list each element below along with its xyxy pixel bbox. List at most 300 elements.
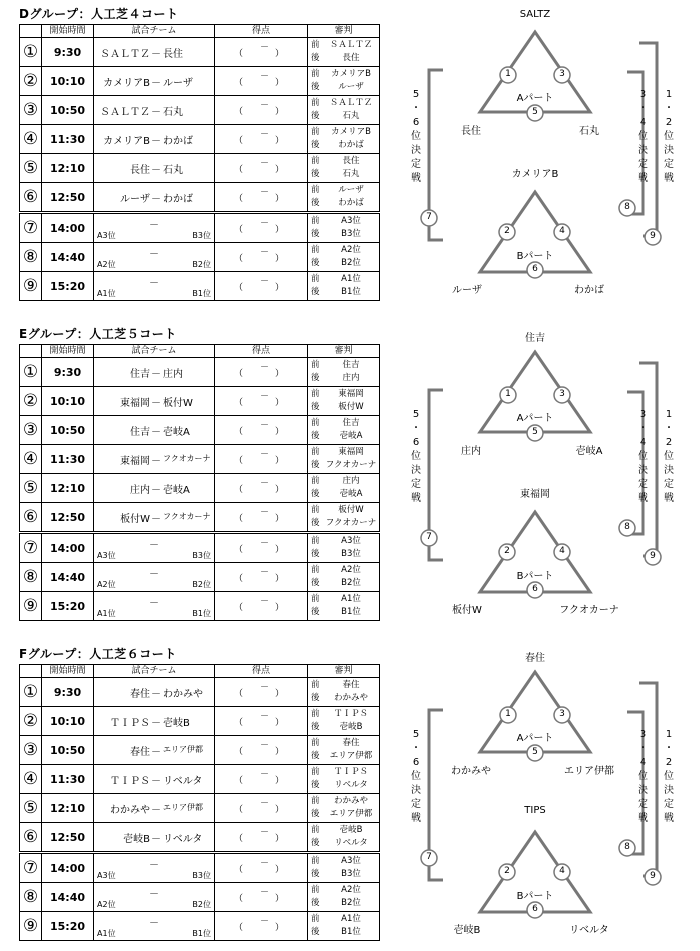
score-open: （ (234, 165, 244, 175)
team-b: エリア伊都 (163, 745, 203, 754)
team-a: ＴＩＰＳ (110, 718, 150, 729)
referee-second-half (311, 868, 377, 881)
header-row (20, 25, 380, 38)
referee-team: A1位 (341, 274, 361, 284)
score-open: （ (234, 923, 244, 933)
referee-half-label: 後 (311, 898, 320, 908)
score-dash: － (260, 248, 270, 258)
referee-cell (308, 883, 380, 912)
referee-first-half (311, 913, 377, 926)
team-b: フクオカーナ (163, 512, 211, 521)
score-dash: － (260, 159, 270, 169)
match-number: ④ (20, 765, 42, 794)
referee-half-label: 前 (311, 767, 320, 777)
referee-team: 壱岐A (339, 431, 363, 441)
referee-team: 長住 (342, 156, 360, 166)
match-teams (94, 912, 215, 941)
referee-cell (308, 96, 380, 125)
vs-dash: － (151, 514, 161, 525)
match-row (20, 736, 380, 765)
match-row (20, 154, 380, 183)
referee-half-label: 後 (311, 809, 320, 819)
start-time: 12:50 (42, 503, 94, 533)
score-open: （ (234, 107, 244, 117)
referee-half-label: 後 (311, 229, 320, 239)
start-time: 11:30 (42, 765, 94, 794)
team-left-b: 壱岐B (453, 925, 481, 936)
referee-half-label: 前 (311, 476, 320, 486)
referee-half-label: 前 (311, 565, 320, 575)
group-title: Eグループ：人工芝５コート (19, 327, 177, 341)
bracket-char: 定 (411, 159, 421, 170)
referee-team: B1位 (341, 287, 361, 297)
match-circle-number: 5 (532, 747, 538, 757)
start-time: 9:30 (42, 678, 94, 707)
score-cell (215, 912, 308, 941)
score-close: ） (274, 718, 284, 728)
vs-dash: － (151, 689, 161, 700)
match-teams (94, 125, 215, 154)
match-circle-number: 4 (559, 866, 565, 876)
bracket-char: 決 (411, 465, 421, 476)
header-blank (20, 25, 42, 38)
referee-team: B1位 (341, 927, 361, 937)
match-row (20, 707, 380, 736)
score-close: ） (274, 194, 284, 204)
team-top-b: カメリアB (511, 169, 559, 180)
team-a: A2位 (97, 260, 116, 269)
team-a: 春住 (130, 689, 150, 700)
bracket-char: 決 (411, 145, 421, 156)
match-row (20, 96, 380, 125)
referee-half-label: 後 (311, 169, 320, 179)
referee-half-label: 後 (311, 287, 320, 297)
referee-second-half (311, 430, 377, 443)
referee-half-label: 後 (311, 258, 320, 268)
referee-half-label: 後 (311, 402, 320, 412)
match-number: ② (20, 387, 42, 416)
bracket-char: 3 (639, 89, 647, 100)
bracket-char: ・ (638, 423, 648, 434)
label-1-2-place (663, 88, 675, 186)
referee-half-label: 前 (311, 69, 320, 79)
team-a: ＳＡＬＴＺ (100, 49, 150, 60)
referee-cell (308, 707, 380, 736)
match-number: ③ (20, 736, 42, 765)
label-5-6-place (410, 88, 422, 186)
bracket-diagram (395, 0, 695, 300)
vs-dash: － (149, 540, 159, 551)
bracket-char: 6 (412, 117, 420, 128)
bracket-char: 位 (638, 131, 648, 142)
part-a-label: Aパート (516, 413, 554, 424)
referee-half-label: 後 (311, 751, 320, 761)
score-close: ） (274, 456, 284, 466)
team-a: カメリアB (103, 136, 150, 147)
referee-team: 東福岡 (338, 389, 364, 399)
bracket-char: 戦 (664, 173, 674, 184)
team-a: A2位 (97, 580, 116, 589)
start-time: 10:50 (42, 96, 94, 125)
vs-dash: － (149, 918, 159, 929)
match-row (20, 794, 380, 823)
score-close: ） (274, 923, 284, 933)
part-b-label: Bパート (516, 891, 554, 902)
vs-dash: － (151, 194, 161, 205)
score-close: ） (274, 254, 284, 264)
referee-team: 壱岐B (339, 722, 363, 732)
referee-team: B2位 (341, 258, 361, 268)
match-circle-number: 7 (426, 532, 432, 542)
referee-half-label: 前 (311, 856, 320, 866)
referee-second-half (311, 517, 377, 530)
team-b: リベルタ (163, 834, 203, 845)
bracket-char: 3 (639, 729, 647, 740)
match-number: ⑥ (20, 183, 42, 213)
team-a: わかみや (110, 805, 150, 816)
start-time: 12:10 (42, 794, 94, 823)
match-teams (94, 38, 215, 67)
team-b: B1位 (192, 929, 211, 938)
score-open: （ (234, 398, 244, 408)
referee-half-label: 後 (311, 140, 320, 150)
team-right-b: わかば (574, 285, 604, 296)
referee-first-half (311, 126, 377, 139)
referee-second-half (311, 110, 377, 123)
team-a: A2位 (97, 900, 116, 909)
score-close: ） (274, 603, 284, 613)
score-dash: － (260, 421, 270, 431)
match-row (20, 503, 380, 533)
match-circle-number: 5 (532, 427, 538, 437)
score-close: ） (274, 865, 284, 875)
match-row (20, 853, 380, 883)
vs-dash: － (151, 136, 161, 147)
start-time: 14:40 (42, 563, 94, 592)
bracket-char: 5 (412, 729, 420, 740)
team-a: 東福岡 (120, 398, 150, 409)
bracket-char: ・ (664, 103, 674, 114)
referee-second-half (311, 197, 377, 210)
score-dash: － (260, 917, 270, 927)
team-b: 板付W (163, 398, 193, 409)
bracket-char: 定 (664, 479, 674, 490)
vs-dash: － (151, 776, 161, 787)
match-teams (94, 883, 215, 912)
score-dash: － (260, 508, 270, 518)
team-b: リベルタ (163, 776, 203, 787)
referee-half-label: 前 (311, 127, 320, 137)
team-a: A1位 (97, 929, 116, 938)
vs-dash: － (149, 220, 159, 231)
referee-first-half (311, 273, 377, 286)
referee-second-half (311, 286, 377, 299)
score-close: ） (274, 283, 284, 293)
referee-second-half (311, 372, 377, 385)
referee-team: 板付W (338, 505, 364, 515)
score-open: （ (234, 49, 244, 59)
score-cell (215, 503, 308, 533)
bracket-char: 戦 (664, 493, 674, 504)
referee-team: ＴＩＰＳ (333, 767, 368, 777)
bracket-char: 戦 (664, 813, 674, 824)
team-b: B3位 (192, 871, 211, 880)
match-number: ④ (20, 125, 42, 154)
referee-half-label: 前 (311, 156, 320, 166)
match-row (20, 416, 380, 445)
bracket-char: ・ (664, 423, 674, 434)
referee-cell (308, 823, 380, 853)
team-b: フクオカーナ (163, 454, 211, 463)
team-top-b: TIPS (524, 805, 546, 816)
bracket-char: 位 (664, 771, 674, 782)
team-b: 壱岐B (163, 718, 190, 729)
score-close: ） (274, 894, 284, 904)
referee-cell (308, 213, 380, 243)
referee-team: 壱岐A (339, 489, 363, 499)
referee-half-label: 後 (311, 780, 320, 790)
score-open: （ (234, 369, 244, 379)
score-cell (215, 474, 308, 503)
vs-dash: － (151, 456, 161, 467)
bracket-char: 定 (664, 159, 674, 170)
score-dash: － (260, 888, 270, 898)
column-header: 審判 (308, 345, 380, 358)
referee-half-label: 後 (311, 53, 320, 63)
score-open: （ (234, 747, 244, 757)
referee-team: 壱岐B (339, 825, 363, 835)
referee-team: リベルタ (334, 838, 368, 848)
match-teams (94, 592, 215, 621)
referee-second-half (311, 488, 377, 501)
score-cell (215, 765, 308, 794)
vs-dash: － (151, 485, 161, 496)
referee-first-half (311, 504, 377, 517)
score-close: ） (274, 49, 284, 59)
team-b: 壱岐A (163, 427, 190, 438)
referee-half-label: 後 (311, 82, 320, 92)
score-dash: － (260, 43, 270, 53)
match-circle-number: 6 (532, 904, 538, 914)
referee-half-label: 前 (311, 98, 320, 108)
referee-half-label: 後 (311, 693, 320, 703)
label-3-4-place (637, 728, 649, 826)
column-header: 試合チーム (94, 25, 215, 38)
referee-cell (308, 125, 380, 154)
label-1-2-place (663, 408, 675, 506)
referee-second-half (311, 401, 377, 414)
referee-first-half (311, 475, 377, 488)
referee-second-half (311, 139, 377, 152)
referee-team: 住吉 (342, 360, 360, 370)
referee-half-label: 前 (311, 536, 320, 546)
referee-first-half (311, 884, 377, 897)
score-open: （ (234, 574, 244, 584)
team-a: 住吉 (130, 427, 150, 438)
referee-half-label: 前 (311, 594, 320, 604)
referee-team: A1位 (341, 594, 361, 604)
score-cell (215, 853, 308, 883)
match-circle-number: 8 (624, 842, 630, 852)
team-a: 長住 (130, 165, 150, 176)
match-row (20, 592, 380, 621)
match-teams (94, 823, 215, 853)
bracket-char: 決 (638, 465, 648, 476)
team-a: 東福岡 (120, 456, 150, 467)
score-dash: － (260, 741, 270, 751)
match-teams (94, 154, 215, 183)
match-teams (94, 213, 215, 243)
bracket-char: 位 (638, 451, 648, 462)
team-top-b: 東福岡 (520, 489, 550, 500)
part-b-label: Bパート (516, 251, 554, 262)
schedule-table (19, 664, 380, 941)
referee-team: 春住 (342, 738, 360, 748)
team-b: B3位 (192, 231, 211, 240)
referee-cell (308, 592, 380, 621)
referee-cell (308, 678, 380, 707)
referee-half-label: 後 (311, 578, 320, 588)
start-time: 10:50 (42, 416, 94, 445)
team-b: B1位 (192, 609, 211, 618)
referee-team: A3位 (341, 536, 361, 546)
referee-team: B3位 (341, 869, 361, 879)
match-teams (94, 678, 215, 707)
score-dash: － (260, 539, 270, 549)
score-dash: － (260, 392, 270, 402)
referee-half-label: 前 (311, 245, 320, 255)
match-row (20, 883, 380, 912)
score-close: ） (274, 427, 284, 437)
match-number: ② (20, 67, 42, 96)
match-number: ⑨ (20, 592, 42, 621)
team-a: 春住 (130, 747, 150, 758)
referee-first-half (311, 593, 377, 606)
score-dash: － (260, 479, 270, 489)
referee-cell (308, 853, 380, 883)
bracket-char: 1 (665, 89, 673, 100)
bracket-char: 位 (411, 771, 421, 782)
referee-first-half (311, 824, 377, 837)
referee-half-label: 前 (311, 418, 320, 428)
score-close: ） (274, 369, 284, 379)
team-right-b: リベルタ (569, 925, 609, 936)
bracket-char: 4 (639, 757, 647, 768)
referee-team: A3位 (341, 856, 361, 866)
vs-dash: － (149, 278, 159, 289)
group-title: Dグループ：人工芝４コート (19, 7, 179, 21)
start-time: 14:00 (42, 533, 94, 563)
score-cell (215, 213, 308, 243)
referee-cell (308, 765, 380, 794)
score-dash: － (260, 712, 270, 722)
score-cell (215, 823, 308, 853)
start-time: 14:00 (42, 213, 94, 243)
referee-first-half (311, 39, 377, 52)
match-number: ⑧ (20, 563, 42, 592)
bracket-char: 決 (638, 785, 648, 796)
bracket-char: ・ (638, 103, 648, 114)
match-circle-number: 9 (650, 551, 656, 561)
referee-half-label: 前 (311, 505, 320, 515)
referee-team: A2位 (341, 885, 361, 895)
match-number: ⑦ (20, 213, 42, 243)
bracket-char: 5 (412, 409, 420, 420)
score-cell (215, 243, 308, 272)
match-number: ④ (20, 445, 42, 474)
label-1-2-place (663, 728, 675, 826)
vs-dash: － (151, 49, 161, 60)
match-teams (94, 503, 215, 533)
match-circle-number: 1 (505, 69, 511, 79)
referee-half-label: 後 (311, 431, 320, 441)
score-dash: － (260, 101, 270, 111)
match-number: ⑧ (20, 243, 42, 272)
referee-team: カメリアB (331, 127, 371, 137)
team-left-a: 庄内 (461, 446, 481, 457)
bracket-char: ・ (411, 103, 421, 114)
team-a: 壱岐B (123, 834, 150, 845)
score-open: （ (234, 514, 244, 524)
score-open: （ (234, 894, 244, 904)
referee-cell (308, 912, 380, 941)
referee-team: B1位 (341, 607, 361, 617)
header-blank (20, 665, 42, 678)
referee-team: わかみや (333, 796, 368, 806)
schedule-table (19, 24, 380, 301)
score-close: ） (274, 78, 284, 88)
match-row (20, 823, 380, 853)
referee-team: わかみや (333, 693, 368, 703)
referee-team: B3位 (341, 549, 361, 559)
label-3-4-place (637, 408, 649, 506)
bracket-char: 6 (412, 757, 420, 768)
part-a-label: Aパート (516, 93, 554, 104)
column-header: 審判 (308, 665, 380, 678)
team-left-b: ルーザ (452, 285, 482, 296)
score-cell (215, 794, 308, 823)
start-time: 12:10 (42, 154, 94, 183)
match-row (20, 243, 380, 272)
vs-dash: － (149, 889, 159, 900)
team-a: ＳＡＬＴＺ (100, 107, 150, 118)
match-teams (94, 416, 215, 445)
bracket-char: 戦 (638, 493, 648, 504)
match-circle-number: 9 (650, 871, 656, 881)
start-time: 15:20 (42, 592, 94, 621)
referee-cell (308, 183, 380, 213)
referee-half-label: 後 (311, 927, 320, 937)
referee-second-half (311, 52, 377, 65)
match-number: ③ (20, 96, 42, 125)
start-time: 10:10 (42, 387, 94, 416)
referee-second-half (311, 228, 377, 241)
referee-second-half (311, 577, 377, 590)
match-row (20, 387, 380, 416)
team-a: A3位 (97, 551, 116, 560)
match-number: ① (20, 38, 42, 67)
team-top-a: 住吉 (525, 333, 545, 344)
score-cell (215, 678, 308, 707)
referee-team: 石丸 (342, 111, 360, 121)
label-3-4-place (637, 88, 649, 186)
header-row (20, 345, 380, 358)
referee-cell (308, 387, 380, 416)
referee-team: 東福岡 (338, 447, 364, 457)
referee-team: 庄内 (342, 373, 360, 383)
team-b: ルーザ (163, 78, 193, 89)
bracket-char: 戦 (411, 493, 421, 504)
